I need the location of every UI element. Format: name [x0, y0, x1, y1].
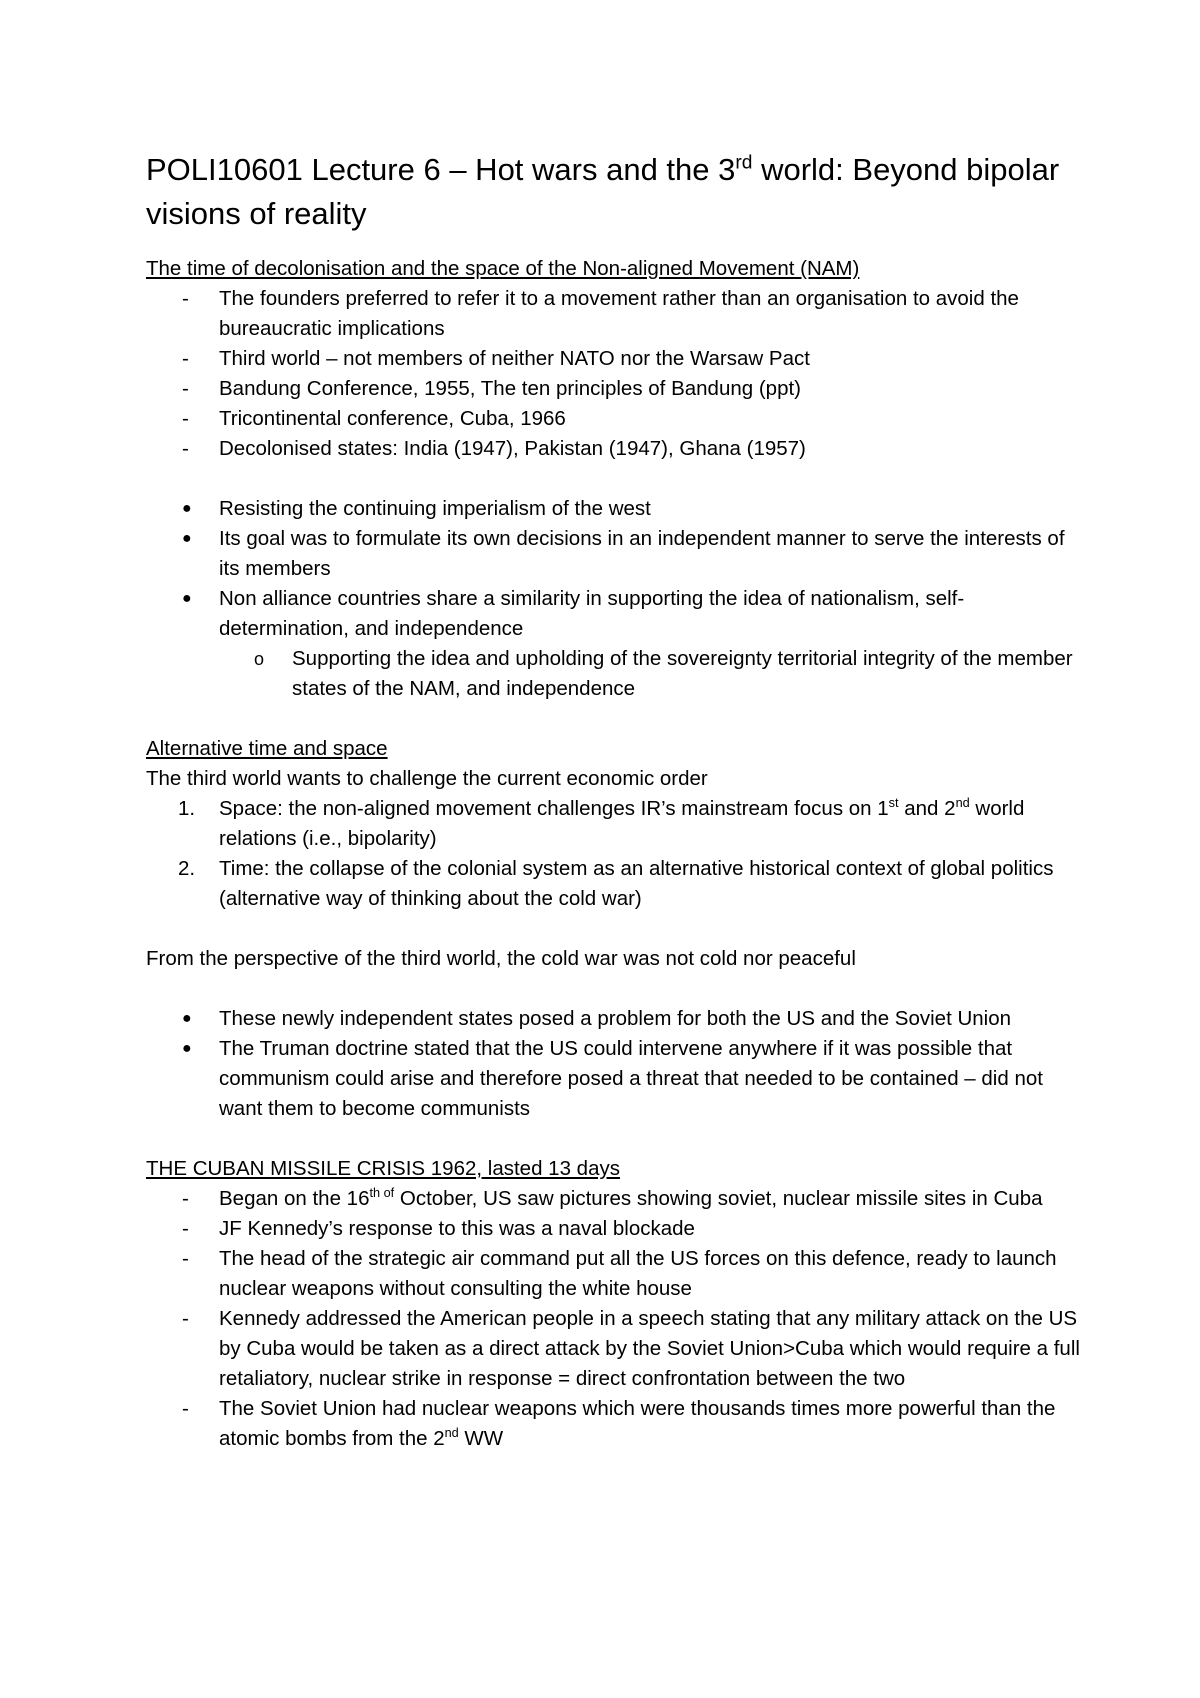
list-item: - Kennedy addressed the American people in a speech stating that any military attack on the US by Cuba would be taken as a direct attack by the Soviet Union>Cuba which would require a full retaliatory, nuclear strike in response = direct confrontation between the two	[182, 1307, 1080, 1390]
list-item: ● Resisting the continuing imperialism of the west	[146, 494, 1081, 524]
bullet-icon: ●	[182, 1040, 192, 1057]
perspective-text: From the perspective of the third world, the cold war was not cold nor peaceful	[146, 947, 856, 970]
bullet-icon: ●	[182, 530, 192, 547]
list-item: 2. Time: the collapse of the colonial system as an alternative historical context of global politics (alternative way of thinking about the cold war)	[178, 857, 1054, 910]
bullet-icon: ●	[182, 1010, 192, 1027]
list-item: - Tricontinental conference, Cuba, 1966	[182, 407, 566, 430]
list-item: o Supporting the idea and upholding of the sovereignty territorial integrity of the member states of the NAM, and independence	[146, 644, 1081, 704]
list-item: ● The Truman doctrine stated that the US could intervene anywhere if it was possible that communism could arise and therefore posed a threat that needed to be contained – did not want them to become communists	[146, 1034, 1081, 1124]
list-item: - Third world – not members of neither NATO nor the Warsaw Pact	[182, 347, 810, 370]
nam-bullet-list	[146, 494, 1081, 644]
list-item: ● Its goal was to formulate its own decisions in an independent manner to serve the interests of its members	[146, 524, 1081, 584]
section-intro: The third world wants to challenge the current economic order	[146, 767, 708, 790]
list-item: - The Soviet Union had nuclear weapons which were thousands times more powerful than the atomic bombs from the 2nd WW	[182, 1397, 1056, 1450]
bullet-icon: ●	[182, 500, 192, 517]
list-item: - JF Kennedy’s response to this was a naval blockade	[182, 1217, 695, 1240]
circle-bullet-icon: o	[254, 649, 265, 669]
nam-sub-list	[146, 644, 1081, 704]
perspective-bullet-list	[146, 1004, 1081, 1124]
bullet-icon: ●	[182, 590, 192, 607]
nam-dash-list	[146, 284, 1081, 464]
section-heading-alternative: Alternative time and space	[146, 737, 388, 760]
section-heading-cuban-missile-crisis: THE CUBAN MISSILE CRISIS 1962, lasted 13 days	[146, 1157, 620, 1180]
list-item: - Decolonised states: India (1947), Pakistan (1947), Ghana (1957)	[182, 437, 806, 460]
list-item: - Began on the $16^{th of}$ October, US saw pictures showing soviet, nuclear missile sites in Cuba	[182, 1185, 1043, 1210]
page-title: POLI10601 Lecture 6 – Hot wars and the 3rd world: Beyond bipolar visions of reality	[146, 152, 1060, 231]
numbered-list	[146, 794, 1081, 914]
list-item: - The founders preferred to refer it to a movement rather than an organisation to avoid the bureaucratic implications	[182, 287, 1019, 340]
list-item: - Bandung Conference, 1955, The ten principles of Bandung (ppt)	[182, 377, 801, 400]
crisis-dash-list	[146, 1184, 1081, 1454]
list-item: ● These newly independent states posed a problem for both the US and the Soviet Union	[146, 1004, 1081, 1034]
document-page	[146, 148, 1081, 1454]
list-item: ● Non alliance countries share a similarity in supporting the idea of nationalism, self-determination, and independence	[146, 584, 1081, 644]
section-heading-nam: The time of decolonisation and the space of the Non-aligned Movement (NAM)	[146, 257, 860, 280]
list-item: - The head of the strategic air command put all the US forces on this defence, ready to launch nuclear weapons without consulting the white house	[182, 1247, 1057, 1300]
list-item: 1. Space: the non-aligned movement challenges IR’s mainstream focus on 1st and 2nd world relations (i.e., bipolarity)	[178, 795, 1025, 850]
